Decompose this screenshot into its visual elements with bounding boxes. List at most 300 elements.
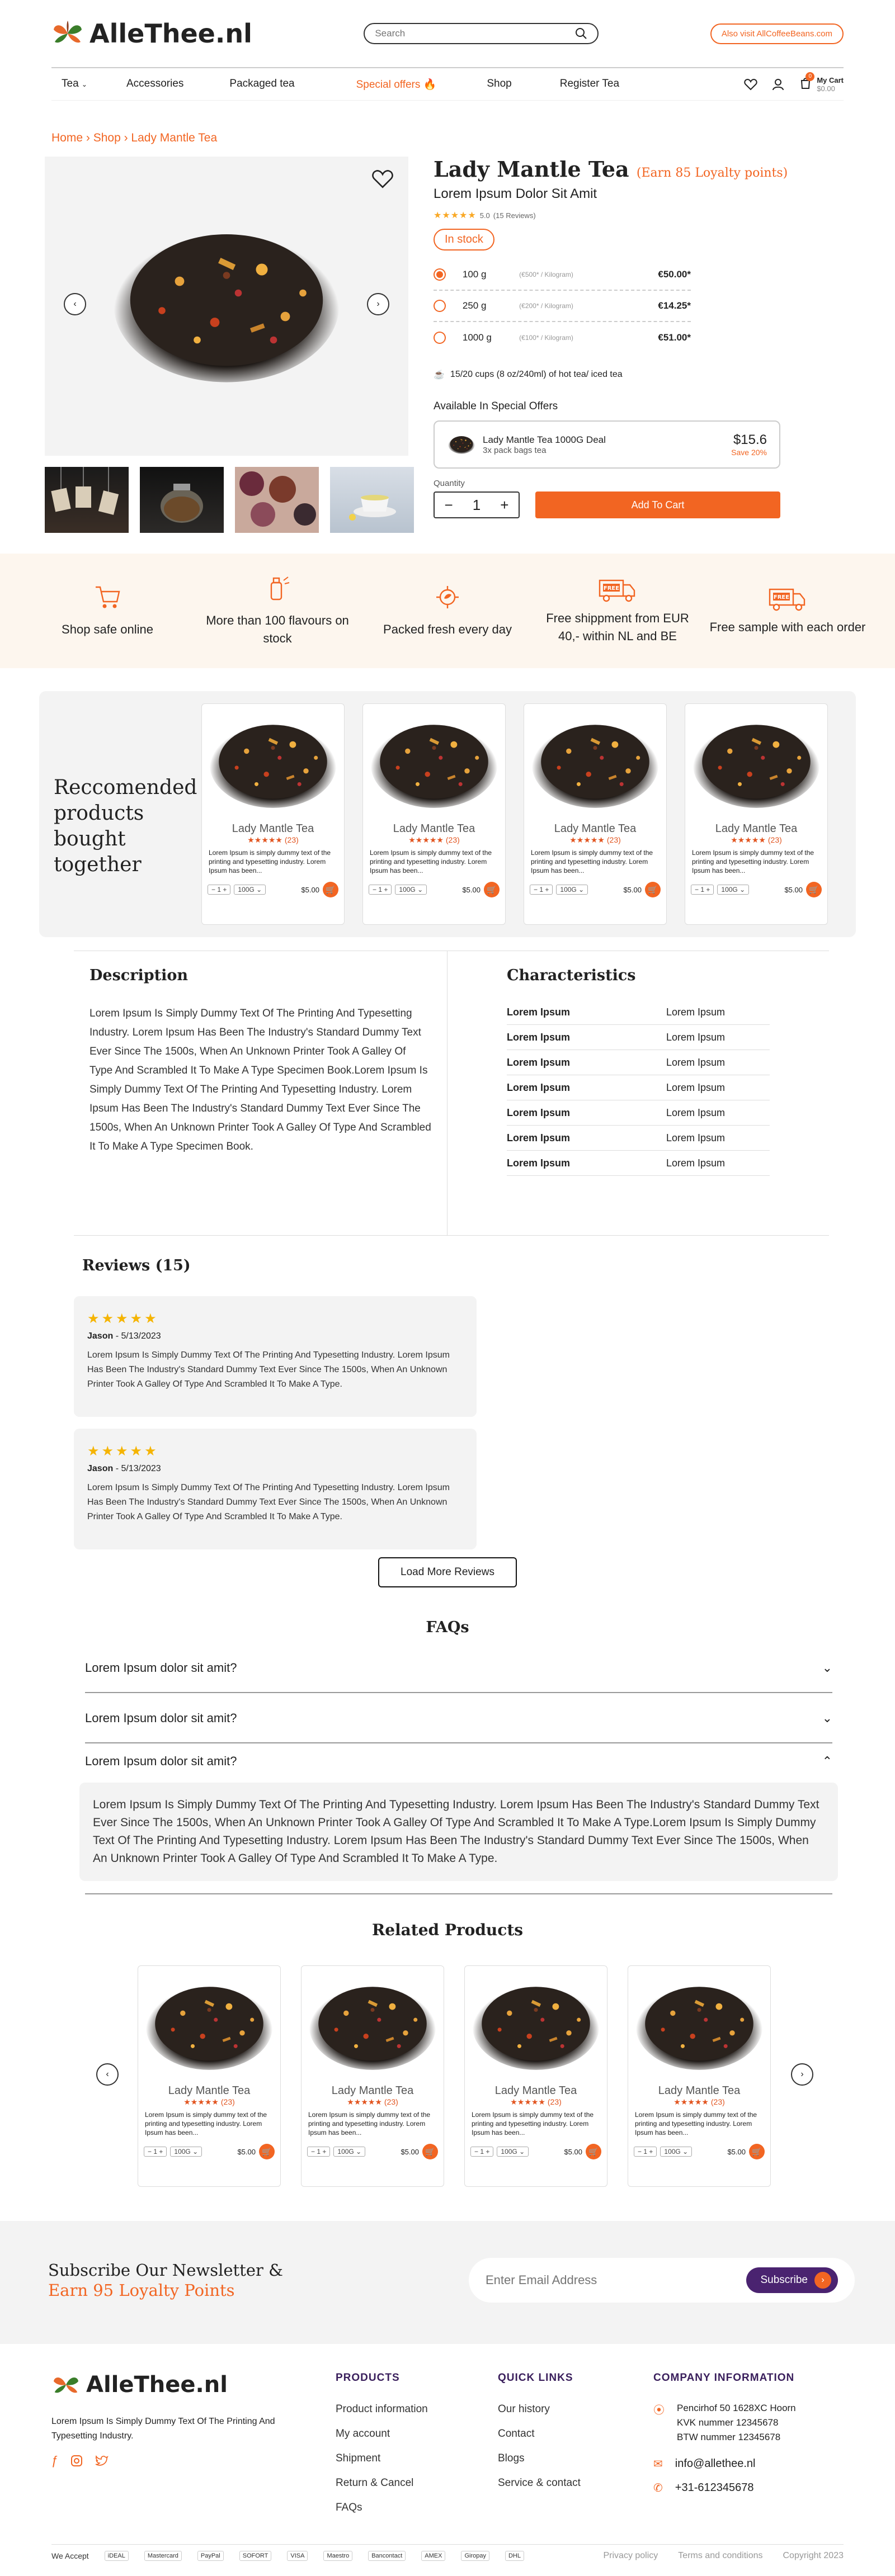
review-card (74, 1296, 477, 1417)
feature-free-shipment (539, 577, 696, 645)
product-card-rating (202, 835, 344, 845)
nav-item-special-offers[interactable] (356, 78, 437, 91)
leaf-logo-icon (51, 2372, 81, 2397)
breadcrumb-shop[interactable]: Shop (93, 131, 121, 144)
svg-text:FREE: FREE (773, 594, 790, 601)
description-heading: Description (90, 967, 188, 984)
related-product-card[interactable] (138, 1965, 281, 2187)
minus-icon[interactable]: − (311, 2148, 315, 2156)
option-price: €51.00* (658, 332, 691, 343)
minus-icon[interactable]: − (444, 496, 453, 513)
card-size-select[interactable] (660, 2147, 692, 2157)
chevron-left-icon: ‹ (106, 2069, 109, 2079)
footer-products (336, 2372, 428, 2514)
related-next-button[interactable] (791, 2063, 813, 2086)
review-name: Jason (87, 1331, 114, 1341)
card-quantity-stepper[interactable] (691, 885, 714, 895)
address-line: Pencirhof 50 1628XC Hoorn (677, 2403, 796, 2413)
radio-unselected[interactable] (434, 300, 446, 312)
card-price: $5.00 (237, 2147, 256, 2156)
product-card-actions (138, 2144, 280, 2159)
card-quantity-stepper[interactable] (369, 885, 392, 895)
site-footer (0, 2344, 895, 2576)
minus-icon[interactable]: − (474, 2148, 479, 2156)
chevron-down-icon: ⌄ (682, 2148, 689, 2156)
card-quantity-stepper[interactable] (470, 2147, 493, 2157)
faq-heading: FAQs (426, 1619, 469, 1636)
visa-icon: VISA (287, 2551, 308, 2561)
main-nav (51, 67, 844, 101)
rating-stars-icon: ★★★★★ (510, 2097, 545, 2106)
faq-question: Lorem Ipsum dolor sit amit? (85, 1661, 237, 1675)
chevron-down-icon: ⌄ (192, 2148, 199, 2156)
related-heading: Related Products (371, 1921, 524, 1939)
deal-price: $15.6 (733, 432, 767, 447)
card-add-to-cart-button[interactable] (749, 2144, 765, 2159)
nav-item-shop[interactable]: Shop (487, 77, 512, 89)
subscribe-button[interactable] (746, 2267, 839, 2293)
chevron-down-icon: ⌄ (822, 1661, 832, 1675)
footer-heading: QUICK LINKS (498, 2372, 573, 2384)
paypal-icon: PayPal (197, 2551, 224, 2561)
product-card-image[interactable] (368, 710, 500, 819)
card-quantity-value: 1 (378, 886, 383, 894)
product-card-image[interactable] (307, 1972, 439, 2081)
thumbnail-tea-bags[interactable] (45, 467, 129, 533)
product-card-actions (465, 2144, 607, 2159)
newsletter-line2: Earn 95 Loyalty Points (48, 2281, 235, 2300)
product-card-title[interactable]: Lady Mantle Tea (658, 2085, 741, 2097)
card-size-select[interactable] (395, 885, 427, 895)
faq-answer: Lorem Ipsum Is Simply Dummy Text Of The Printing And Typesetting Industry. Lorem Ipsum Has Been The Industry's Standard Dummy Text Ever Since The 1500s, When An Unknown Printer Took A Galley Of Type And Scrambled It To Make A Type.Lorem Ipsum Is Simply Dummy Text Of The Printing And Typesetting Industry. Lorem Ipsum Has Been The Industry's Standard Dummy Text Ever Since The 1500s, When An Unknown Printer Took A Galley Of Type And Scrambled It To Make A Type. (79, 1783, 838, 1881)
card-add-to-cart-button[interactable] (323, 882, 338, 897)
option-unit-price: (€500* / Kilogram) (519, 271, 573, 278)
faq-item[interactable] (85, 1644, 832, 1693)
product-card-image[interactable] (470, 1972, 602, 2081)
leaf-logo-icon (51, 20, 84, 48)
card-quantity-stepper[interactable] (307, 2147, 330, 2157)
footer-logo-text: AlleThee.nl (86, 2372, 228, 2398)
card-size-select[interactable] (170, 2147, 202, 2157)
card-add-to-cart-button[interactable] (645, 882, 661, 897)
card-price: $5.00 (623, 885, 642, 894)
card-quantity-stepper[interactable] (634, 2147, 657, 2157)
card-size-value: 100G (501, 2148, 517, 2156)
plus-icon[interactable]: + (649, 2148, 653, 2156)
product-card-rating (628, 2097, 770, 2107)
product-card-actions (524, 882, 666, 897)
special-offers-heading: Available In Special Offers (434, 400, 558, 412)
rating-stars-icon: ★★★★★ (247, 835, 282, 844)
cart-icon (93, 584, 121, 611)
feature-text: Shop safe online (62, 622, 153, 636)
chevron-up-icon: ⌃ (822, 1754, 832, 1768)
weight-option-250g[interactable] (434, 291, 691, 322)
plus-icon[interactable]: + (159, 2148, 163, 2156)
characteristics-table (507, 1000, 770, 1176)
product-card-title[interactable]: Lady Mantle Tea (331, 2085, 414, 2097)
review-stars-icon: ★★★★★ (87, 1444, 159, 1459)
footer-quick-links (498, 2372, 581, 2489)
product-card-image[interactable] (529, 710, 661, 819)
facebook-icon[interactable]: ƒ (51, 2454, 59, 2468)
visit-allcoffeebeans-link[interactable]: Also visit AllCoffeeBeans.com (710, 23, 844, 44)
cart-icon: 🛒 (326, 885, 336, 894)
footer-address (677, 2401, 796, 2445)
card-size-value: 100G (238, 886, 255, 894)
gallery-next-button[interactable] (367, 293, 389, 315)
gallery-prev-button[interactable] (64, 293, 86, 315)
characteristic-row (507, 1050, 770, 1075)
plus-icon[interactable]: + (223, 886, 227, 894)
rating-stars-icon: ★★★★★ (183, 2097, 219, 2106)
card-size-value: 100G (664, 2148, 681, 2156)
product-card-title[interactable]: Lady Mantle Tea (715, 823, 798, 835)
nav-item-accessories[interactable]: Accessories (126, 77, 184, 89)
quantity-stepper[interactable] (434, 491, 520, 518)
card-size-select[interactable] (234, 885, 266, 895)
logo-text: AlleThee.nl (90, 18, 252, 49)
product-card-title[interactable]: Lady Mantle Tea (554, 823, 637, 835)
related-product-card[interactable] (628, 1965, 771, 2187)
feature-text: Packed fresh every day (383, 622, 512, 636)
product-name: Lady Mantle Tea (434, 157, 629, 182)
footer-heading: PRODUCTS (336, 2372, 400, 2384)
deal-name: Lady Mantle Tea 1000G Deal (483, 434, 606, 445)
leaf-icon (434, 584, 461, 611)
cart-icon: 🛒 (809, 885, 819, 894)
card-size-select[interactable] (717, 885, 749, 895)
card-size-value: 100G (337, 2148, 354, 2156)
rating-stars-icon: ★★★★★ (569, 835, 605, 844)
product-card-rating (524, 835, 666, 845)
description-text: Lorem Ipsum Is Simply Dummy Text Of The Printing And Typesetting Industry. Lorem Ipsum Has Been The Industry's Standard Dummy Text Ever Since The 1500s, When An Unknown Printer Took A Galley Of Type And Scrambled It To Make A Type Specimen Book.Lorem Ipsum Is Simply Dummy Text Of The Printing And Typesetting Industry. Lorem Ipsum Has Been The Industry's Standard Dummy Text Ever Since The 1500s, When An Unknown Printer Took A Galley Of Type And Scrambled It To Make A Type Specimen Book. (90, 1008, 431, 1152)
cups-text: 15/20 cups (8 oz/240ml) of hot tea/ iced tea (450, 370, 623, 379)
nav-item-register-tea[interactable]: Register Tea (559, 77, 620, 89)
card-price: $5.00 (401, 2147, 419, 2156)
giropay-icon: Giropay (461, 2551, 489, 2561)
product-card-description: Lorem Ipsum is simply dummy text of the printing and typesetting industry. Lorem Ipsum has been... (308, 2111, 431, 2137)
cart-icon: 🛒 (487, 885, 497, 894)
feature-text: Free shippment from EUR 40,- within NL and BE (546, 611, 689, 643)
card-quantity-value: 1 (480, 2148, 484, 2156)
card-quantity-value: 1 (317, 2148, 321, 2156)
card-quantity-value: 1 (153, 2148, 158, 2156)
special-offer-deal[interactable] (434, 420, 780, 469)
card-price: $5.00 (301, 885, 319, 894)
breadcrumb: Home › Shop › Lady Mantle Tea (51, 131, 218, 144)
product-card-title[interactable]: Lady Mantle Tea (494, 2085, 577, 2097)
review-text: Lorem Ipsum Is Simply Dummy Text Of The Printing And Typesetting Industry. Lorem Ipsum Has Been The Industry's Standard Dummy Text Ever Since The 1500s, When An Unknown Printer Took A Galley Of Type And Scrambled It To Make A Type. (87, 1350, 450, 1389)
cart-count-badge: 0 (805, 72, 814, 81)
related-product-card[interactable] (301, 1965, 444, 2187)
minus-icon[interactable]: − (148, 2148, 152, 2156)
newsletter-section (0, 2221, 895, 2344)
weight-option-1000g[interactable] (434, 322, 691, 353)
twitter-icon[interactable] (95, 2455, 109, 2467)
characteristic-value: Lorem Ipsum (666, 1132, 726, 1143)
add-to-cart-button[interactable]: Add To Cart (535, 491, 780, 518)
card-quantity-value: 1 (700, 886, 705, 894)
instagram-icon[interactable] (70, 2455, 83, 2467)
footer-link[interactable]: Our history (498, 2403, 550, 2415)
faq-question: Lorem Ipsum dolor sit amit? (85, 1711, 237, 1725)
card-add-to-cart-button[interactable] (259, 2144, 275, 2159)
search-box[interactable] (364, 23, 599, 44)
card-add-to-cart-button[interactable] (422, 2144, 438, 2159)
plus-icon[interactable]: + (384, 886, 388, 894)
footer-logo[interactable] (51, 2372, 292, 2398)
thumbnail-tea-cup[interactable] (330, 467, 414, 533)
chevron-down-icon: ⌄ (739, 886, 746, 894)
footer-link[interactable]: Product information (336, 2403, 428, 2415)
svg-text:FREE: FREE (603, 585, 620, 592)
review-card (74, 1429, 477, 1549)
thumbnail-tea-bowls[interactable] (235, 467, 319, 533)
mail-icon: ✉ (653, 2458, 663, 2470)
chevron-down-icon: ⌄ (256, 886, 262, 894)
mastercard-icon: Mastercard (144, 2551, 182, 2561)
dhl-icon: DHL (505, 2551, 524, 2561)
card-price: $5.00 (727, 2147, 746, 2156)
nav-item-tea[interactable] (62, 78, 87, 91)
description-panel (74, 951, 447, 1235)
feature-shop-safe (29, 584, 186, 639)
weight-option-100g[interactable] (434, 259, 691, 291)
minus-icon[interactable]: − (534, 886, 538, 894)
option-price: €14.25* (658, 300, 691, 311)
characteristic-row (507, 1100, 770, 1126)
feature-text: More than 100 flavours on stock (206, 613, 349, 645)
site-logo[interactable] (51, 18, 252, 49)
search-input[interactable] (375, 28, 554, 39)
product-card-actions (628, 2144, 770, 2159)
card-quantity-value: 1 (539, 886, 544, 894)
plus-icon[interactable]: + (706, 886, 710, 894)
product-card-description: Lorem Ipsum is simply dummy text of the printing and typesetting industry. Lorem Ipsum has been... (370, 849, 492, 875)
product-card-image[interactable] (633, 1972, 765, 2081)
gallery-thumbnails (45, 467, 414, 533)
radio-selected[interactable] (434, 268, 446, 281)
card-size-value: 100G (174, 2148, 191, 2156)
privacy-policy-link[interactable]: Privacy policy (603, 2550, 658, 2560)
footer-phone[interactable]: +31-612345678 (675, 2482, 754, 2494)
review-text: Lorem Ipsum Is Simply Dummy Text Of The Printing And Typesetting Industry. Lorem Ipsum Has Been The Industry's Standard Dummy Text Ever Since The 1500s, When An Unknown Printer Took A Galley Of Type And Scrambled It To Make A Type. (87, 1483, 450, 1521)
product-title (434, 157, 825, 182)
review-stars-icon: ★★★★★ (87, 1311, 159, 1326)
card-size-value: 100G (721, 886, 738, 894)
footer-link[interactable]: Blogs (498, 2452, 525, 2464)
characteristics-panel (447, 951, 829, 1235)
chevron-down-icon: ⌄ (822, 1711, 832, 1725)
footer-about-text: Lorem Ipsum Is Simply Dummy Text Of The Printing And Typesetting Industry. (51, 2417, 275, 2441)
faq-item-expanded[interactable] (85, 1742, 832, 1781)
cart-label: My Cart (817, 75, 844, 84)
footer-company (653, 2372, 796, 2495)
minus-icon[interactable]: − (638, 2148, 642, 2156)
address-line: BTW nummer 12345678 (677, 2432, 781, 2442)
product-card-review-count: (23) (445, 835, 460, 844)
characteristic-key: Lorem Ipsum (507, 1107, 571, 1118)
rating-stars-icon: ★★★★★ (673, 2097, 709, 2106)
related-prev-button[interactable] (96, 2063, 119, 2086)
deal-sub: 3x pack bags tea (483, 445, 547, 455)
plus-icon[interactable]: + (322, 2148, 327, 2156)
minus-icon[interactable]: − (211, 886, 216, 894)
payment-methods (51, 2551, 524, 2561)
minus-icon[interactable]: − (373, 886, 377, 894)
stock-badge: In stock (434, 229, 494, 250)
footer-email[interactable]: info@allethee.nl (675, 2457, 756, 2470)
plus-icon[interactable]: + (500, 496, 509, 513)
option-weight: 250 g (462, 300, 487, 311)
location-pin-icon: ⦿ (653, 2404, 665, 2417)
reviews-heading: Reviews (15) (82, 1257, 191, 1274)
card-add-to-cart-button[interactable] (586, 2144, 601, 2159)
cup-icon: ☕ (434, 370, 445, 380)
wishlist-heart-icon[interactable] (371, 169, 394, 189)
user-icon[interactable] (772, 78, 784, 91)
product-card-title[interactable]: Lady Mantle Tea (393, 823, 475, 835)
option-unit-price: (€200* / Kilogram) (519, 302, 573, 310)
product-card-title[interactable]: Lady Mantle Tea (232, 823, 314, 835)
product-card-actions (685, 882, 827, 897)
description-section (74, 951, 829, 1236)
footer-link[interactable]: Service & contact (498, 2477, 581, 2489)
cart-button[interactable] (799, 73, 844, 93)
site-header (0, 0, 895, 67)
card-quantity-stepper[interactable] (208, 885, 230, 895)
review-count-link[interactable]: (15 Reviews) (493, 211, 536, 220)
review-date: - 5/13/2023 (115, 1464, 161, 1473)
quantity-value[interactable]: 1 (472, 496, 481, 513)
product-card-description: Lorem Ipsum is simply dummy text of the printing and typesetting industry. Lorem Ipsum has been... (472, 2111, 594, 2137)
product-card-image[interactable] (690, 710, 822, 819)
phone-icon: ✆ (653, 2482, 663, 2494)
product-card-review-count: (23) (606, 835, 621, 844)
characteristic-value: Lorem Ipsum (666, 1081, 726, 1093)
product-card-description: Lorem Ipsum is simply dummy text of the printing and typesetting industry. Lorem Ipsum has been... (209, 849, 331, 875)
characteristic-key: Lorem Ipsum (507, 1132, 571, 1143)
card-quantity-stepper[interactable] (144, 2147, 167, 2157)
footer-link[interactable]: Return & Cancel (336, 2477, 414, 2489)
newsletter-email-input[interactable] (486, 2273, 720, 2287)
quantity-label: Quantity (434, 479, 465, 488)
truck-sample-icon (767, 586, 808, 613)
characteristic-key: Lorem Ipsum (507, 1006, 571, 1018)
product-subtitle: Lorem Ipsum Dolor Sit Amit (434, 186, 597, 201)
cart-icon: 🛒 (425, 2147, 435, 2156)
cart-icon (799, 73, 812, 92)
nav-item-packaged-tea[interactable]: Packaged tea (229, 77, 295, 89)
review-name: Jason (87, 1464, 114, 1473)
characteristic-value: Lorem Ipsum (666, 1006, 726, 1018)
deal-save: Save 20% (731, 448, 767, 457)
footer-bottom-bar (51, 2544, 844, 2566)
terms-link[interactable]: Terms and conditions (678, 2550, 763, 2560)
radio-unselected[interactable] (434, 332, 446, 344)
footer-link[interactable]: Contact (498, 2428, 535, 2440)
product-card-description: Lorem Ipsum is simply dummy text of the printing and typesetting industry. Lorem Ipsum has been... (635, 2111, 757, 2137)
card-price: $5.00 (462, 885, 481, 894)
amex-icon: AMEX (421, 2551, 445, 2561)
search-icon[interactable] (575, 27, 587, 40)
product-card-actions (202, 882, 344, 897)
faq-question: Lorem Ipsum dolor sit amit? (85, 1754, 237, 1768)
footer-link[interactable]: Shipment (336, 2452, 381, 2464)
recommended-product-card[interactable] (201, 703, 345, 925)
card-quantity-value: 1 (217, 886, 222, 894)
product-card-image[interactable] (143, 1972, 275, 2081)
recommended-product-card[interactable] (524, 703, 667, 925)
characteristic-key: Lorem Ipsum (507, 1056, 571, 1068)
review-author (87, 1464, 463, 1474)
recommended-product-card[interactable] (685, 703, 828, 925)
faq-item[interactable] (85, 1694, 832, 1743)
maestro-icon: Maestro (323, 2551, 352, 2561)
footer-heading: COMPANY INFORMATION (653, 2372, 795, 2384)
chevron-down-icon: ⌄ (578, 886, 585, 894)
sofort-icon: SOFORT (239, 2551, 272, 2561)
card-size-select[interactable] (497, 2147, 529, 2157)
footer-link[interactable]: My account (336, 2428, 390, 2440)
cart-icon: 🛒 (262, 2147, 272, 2156)
product-card-rating (302, 2097, 444, 2107)
characteristic-value: Lorem Ipsum (666, 1056, 726, 1068)
product-info (434, 157, 825, 518)
card-quantity-stepper[interactable] (530, 885, 553, 895)
card-add-to-cart-button[interactable] (484, 882, 500, 897)
product-card-description: Lorem Ipsum is simply dummy text of the printing and typesetting industry. Lorem Ipsum has been... (692, 849, 814, 875)
characteristic-row (507, 1151, 770, 1176)
heart-icon[interactable] (744, 78, 757, 91)
plus-icon[interactable]: + (486, 2148, 490, 2156)
rating-stars-icon: ★★★★★ (434, 211, 477, 220)
rating-value: 5.0 (479, 211, 490, 220)
card-size-select[interactable] (556, 885, 588, 895)
minus-icon[interactable]: − (695, 886, 699, 894)
breadcrumb-current: Lady Mantle Tea (131, 131, 218, 144)
option-price: €50.00* (658, 269, 691, 280)
plus-icon[interactable]: + (545, 886, 549, 894)
we-accept-label: We Accept (51, 2551, 89, 2560)
review-date: - 5/13/2023 (115, 1331, 161, 1341)
option-weight: 100 g (462, 269, 487, 280)
load-more-reviews-button[interactable]: Load More Reviews (378, 1557, 517, 1587)
card-size-select[interactable] (333, 2147, 365, 2157)
characteristic-row (507, 1126, 770, 1151)
breadcrumb-home[interactable]: Home (51, 131, 83, 144)
cart-icon: 🛒 (648, 885, 658, 894)
footer-link[interactable]: FAQs (336, 2502, 362, 2513)
related-product-card[interactable] (464, 1965, 607, 2187)
thumbnail-teapot[interactable] (140, 467, 224, 533)
copyright-text: Copyright 2023 (783, 2550, 844, 2560)
card-add-to-cart-button[interactable] (806, 882, 822, 897)
characteristic-key: Lorem Ipsum (507, 1081, 571, 1093)
card-price: $5.00 (784, 885, 803, 894)
recommended-product-card[interactable] (362, 703, 506, 925)
chevron-right-icon: › (800, 2069, 804, 2079)
product-card-image[interactable] (207, 710, 339, 819)
characteristic-value: Lorem Ipsum (666, 1107, 726, 1118)
product-card-review-count: (23) (547, 2097, 562, 2106)
cart-total: $0.00 (817, 84, 835, 93)
fire-icon: 🔥 (423, 78, 437, 91)
footer-about (51, 2372, 292, 2468)
newsletter-line1: Subscribe Our Newsletter & (48, 2261, 283, 2280)
product-card-title[interactable]: Lady Mantle Tea (168, 2085, 251, 2097)
